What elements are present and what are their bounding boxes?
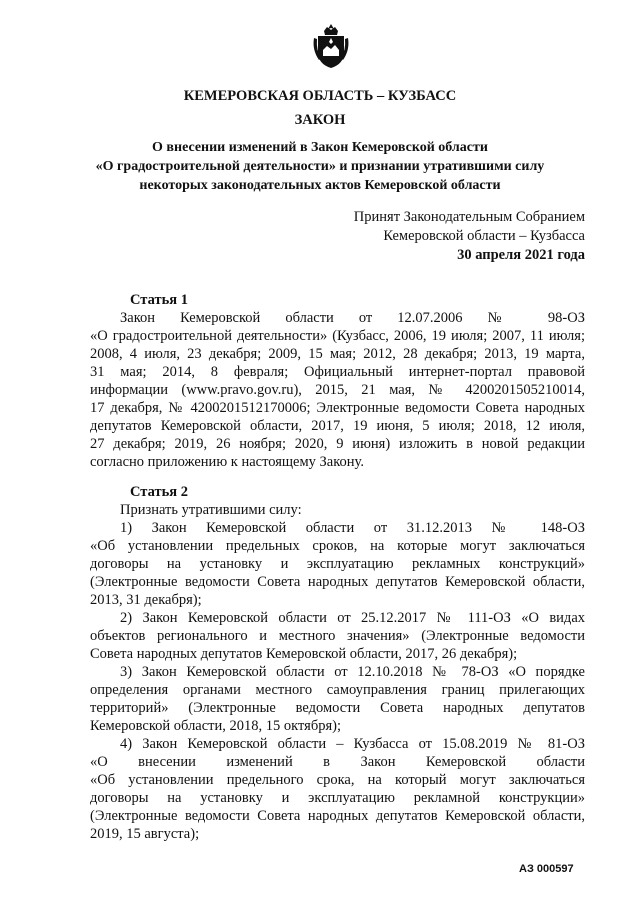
coat-of-arms-emblem <box>310 22 352 70</box>
article-2-line: территорий» (Электронные ведомости Совета народных депутатов <box>90 700 585 716</box>
article-2-line: (Электронные ведомости Совета народных депутатов Кемеровской области, <box>90 808 585 824</box>
article-2-line: определения органами местного самоуправления границ прилегающих <box>90 682 585 698</box>
article-2-heading: Статья 2 <box>130 484 188 500</box>
article-1-line: согласно приложению к настоящему Закону. <box>90 454 364 470</box>
article-1-line: 27 декабря; 2019, 26 ноября; 2020, 9 июня) изложить в новой редакции <box>90 436 585 452</box>
article-2-line: (Электронные ведомости Совета народных депутатов Кемеровской области, <box>90 574 585 590</box>
article-2-line: 1) Закон Кемеровской области от 31.12.2013 № 148-ОЗ <box>120 520 585 536</box>
article-1-heading: Статья 1 <box>130 292 188 308</box>
article-2-line: 2019, 15 августа); <box>90 826 200 842</box>
region-heading: КЕМЕРОВСКАЯ ОБЛАСТЬ – КУЗБАСС <box>183 88 457 104</box>
article-2-line: «Об установлении предельных сроков, на которые могут заключаться <box>90 538 585 554</box>
article-2-line: 4) Закон Кемеровской области – Кузбасса от 15.08.2019 № 81-ОЗ <box>120 736 585 752</box>
article-1-line: 31 мая; 2014, 8 февраля; Официальный интернет-портал правовой <box>90 364 585 380</box>
article-1-line: депутатов Кемеровской области, 2017, 19 июня, 5 июля; 2018, 12 июля, <box>90 418 585 434</box>
article-2-line: Кемеровской области, 2018, 15 октября); <box>90 718 341 734</box>
article-2-line: 2013, 31 декабря); <box>90 592 202 608</box>
adoption-date: 30 апреля 2021 года <box>457 247 585 263</box>
article-1-line: 17 декабря, № 4200201512170006; Электронные ведомости Совета народных <box>90 400 585 416</box>
title-line: О внесении изменений в Закон Кемеровской области <box>152 140 488 155</box>
article-2-line: 2) Закон Кемеровской области от 25.12.2017 № 111-ОЗ «О видах <box>120 610 585 626</box>
article-1-line: Закон Кемеровской области от 12.07.2006 № 98-ОЗ <box>120 310 585 326</box>
article-2-intro: Признать утратившими силу: <box>120 502 302 518</box>
article-2-line: Совета народных депутатов Кемеровской области, 2017, 26 декабря); <box>90 646 518 662</box>
title-line: «О градостроительной деятельности» и признании утратившими силу <box>95 159 545 174</box>
law-title <box>0 138 640 195</box>
article-1-line: информации (www.pravo.gov.ru), 2015, 21 мая, № 4200201505210014, <box>90 382 585 398</box>
adoption-block <box>354 208 585 265</box>
article-2-line: 3) Закон Кемеровской области от 12.10.2018 № 78-ОЗ «О порядке <box>120 664 585 680</box>
article-1-line: «О градостроительной деятельности» (Кузбасс, 2006, 19 июля; 2007, 11 июля; <box>90 328 585 344</box>
title-line: некоторых законодательных актов Кемеровской области <box>139 178 501 193</box>
document-type: ЗАКОН <box>294 112 346 128</box>
article-2-line: «Об установлении предельного срока, на который могут заключаться <box>90 772 585 788</box>
article-2-line: «О внесении изменений в Закон Кемеровской области <box>90 754 585 770</box>
serial-number: АЗ 000597 <box>519 863 574 875</box>
article-1-line: 2008, 4 июля, 23 декабря; 2009, 15 мая; 2012, 28 декабря; 2013, 19 марта, <box>90 346 585 362</box>
article-2-line: объектов регионального и местного значения» (Электронные ведомости <box>90 628 585 644</box>
adoption-line: Принят Законодательным Собранием <box>353 209 585 225</box>
adoption-line: Кемеровской области – Кузбасса <box>383 228 585 244</box>
article-2-line: договоры на установку и эксплуатацию рекламных конструкций» <box>90 556 585 572</box>
article-2-line: договоры на установку и эксплуатацию рекламной конструкции» <box>90 790 585 806</box>
